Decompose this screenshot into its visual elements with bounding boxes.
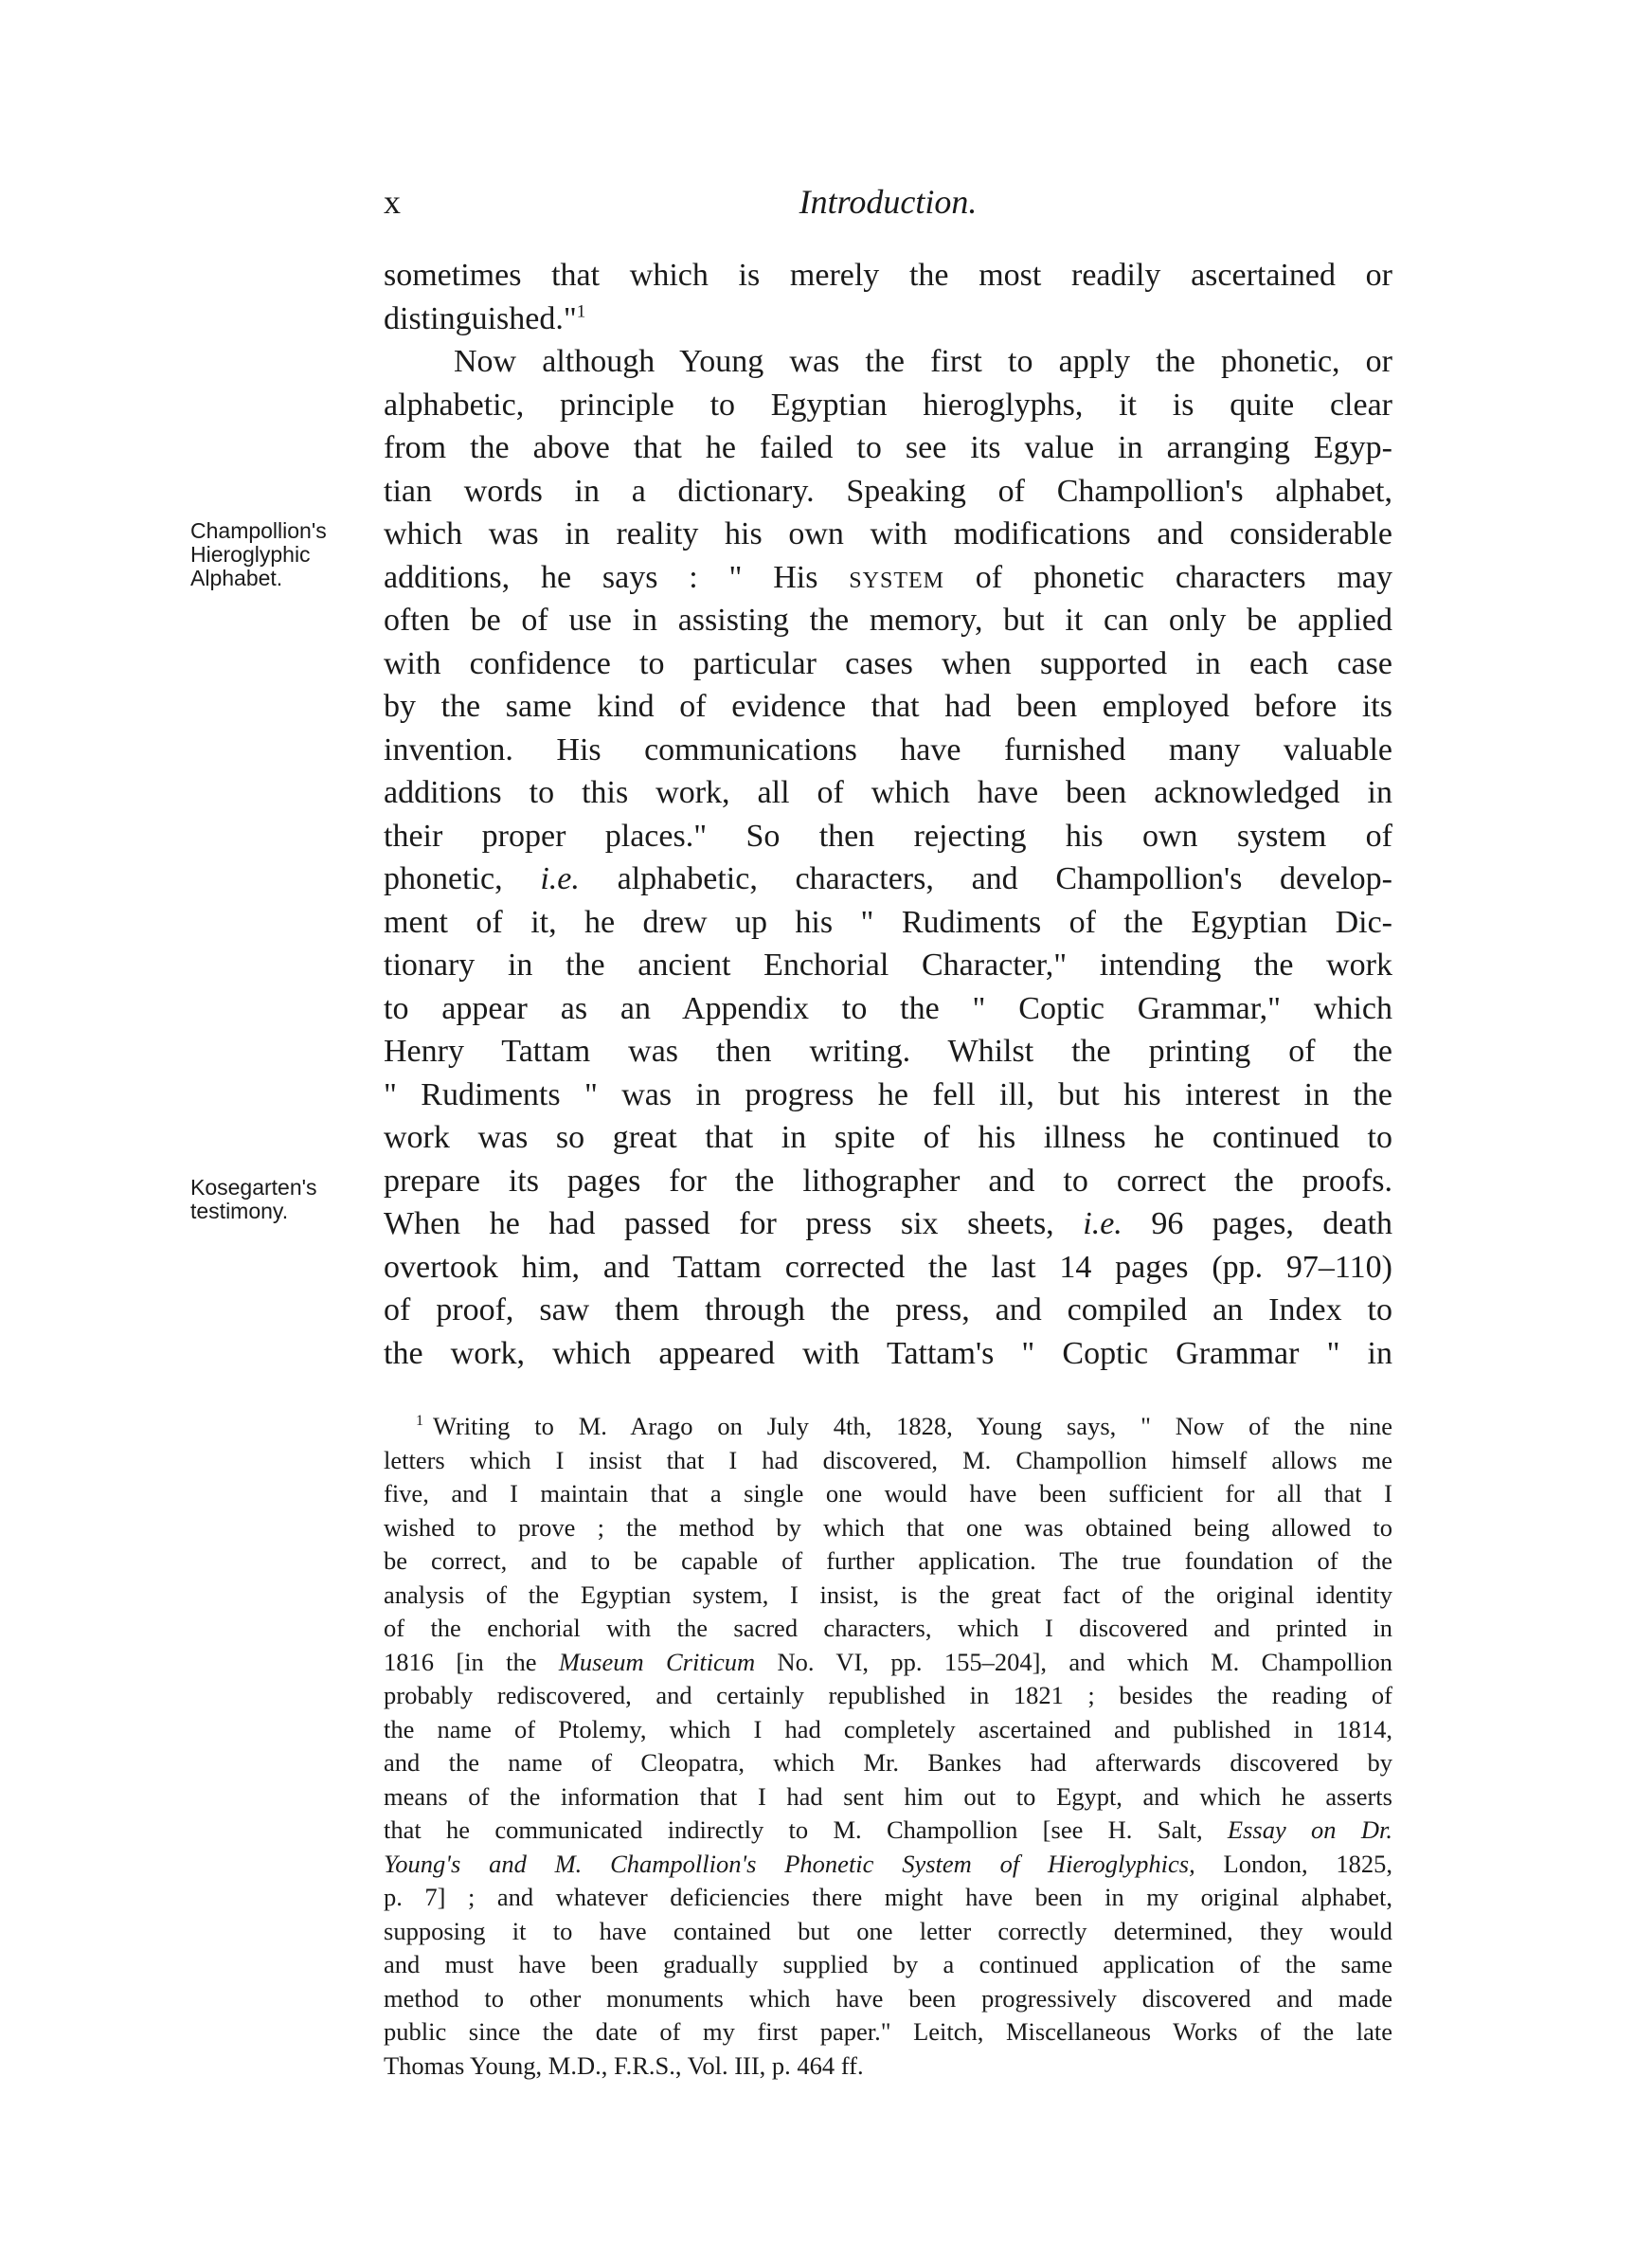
text-line	[384, 858, 1392, 901]
text-line: alphabetic, principle to Egyptian hieroglyphs, it is quite clear	[384, 387, 1392, 423]
italic-text: i.e.	[540, 861, 580, 896]
italic-text: Essay on Dr.	[1227, 1815, 1392, 1844]
running-title: Introduction.	[799, 183, 978, 221]
running-head	[384, 182, 1392, 229]
text-line: ment of it, he drew up his " Rudiments of the Egyptian Dic-	[384, 904, 1392, 940]
text-line: Henry Tattam was then writing. Whilst the printing of the	[384, 1034, 1392, 1069]
text-line	[384, 1202, 1392, 1246]
text-line: with confidence to particular cases when supported in each case	[384, 645, 1392, 681]
text-line: sometimes that which is merely the most readily ascertained or	[384, 258, 1392, 293]
italic-text: i.e.	[1083, 1206, 1122, 1241]
footnote-line	[384, 1646, 1392, 1680]
text-line: Now although Young was the first to apply the phonetic, or	[454, 344, 1392, 379]
footnote-reference: 1	[576, 301, 586, 322]
footnote-line: five, and I maintain that a single one would have been sufficient for all that I	[384, 1479, 1392, 1508]
small-caps-word: system	[849, 559, 944, 595]
text-line: their proper places." So then rejecting his own system of	[384, 818, 1392, 854]
margin-note-line: Hieroglyphic	[190, 542, 311, 567]
footnote-line: and the name of Cleopatra, which Mr. Bankes had afterwards discovered by	[384, 1748, 1392, 1777]
margin-note-kosegarten-testimony	[190, 1176, 380, 1223]
text-span: When he had passed for press six sheets,	[384, 1206, 1084, 1241]
footnote-line: means of the information that I had sent him out to Egypt, and which he asserts	[384, 1781, 1392, 1811]
text-line: overtook him, and Tattam corrected the last 14 pages (pp. 97–110)	[384, 1249, 1392, 1285]
footnote-line: Thomas Young, M.D., F.R.S., Vol. III, p. 464 ff.	[384, 2050, 864, 2080]
footnote-line: analysis of the Egyptian system, I insist, is the great fact of the original identity	[384, 1580, 1392, 1609]
margin-note-line: Alphabet.	[190, 566, 283, 590]
text-line: additions to this work, all of which have been acknowledged in	[384, 775, 1392, 810]
footnote	[384, 1410, 1392, 2083]
text-span: distinguished."	[384, 300, 577, 336]
footnote-line: be correct, and to be capable of further application. The true foundation of the	[384, 1546, 1392, 1575]
footnote-line: the name of Ptolemy, which I had completely ascertained and published in 1814,	[384, 1714, 1392, 1743]
text-line: work was so great that in spite of his illness he continued to	[384, 1120, 1392, 1155]
text-line: invention. His communications have furnished many valuable	[384, 731, 1392, 767]
text-span: additions, he says : " His	[384, 559, 850, 595]
text-span: of phonetic characters may	[943, 559, 1392, 595]
text-line: prepare its pages for the lithographer and to correct the proofs.	[384, 1163, 1392, 1199]
margin-note-champollion-alphabet	[190, 519, 380, 590]
main-text	[384, 254, 1392, 1375]
text-line: " Rudiments " was in progress he fell ill, but his interest in the	[384, 1076, 1392, 1112]
text-span: alphabetic, characters, and Champollion's develop-	[579, 861, 1393, 896]
text-span: phonetic,	[384, 861, 541, 896]
footnote-line	[384, 1848, 1392, 1882]
italic-text: Young's and M. Champollion's Phonetic System of Hieroglyphics,	[384, 1849, 1195, 1878]
footnote-line	[384, 1410, 1392, 1444]
footnote-line: supposing it to have contained but one letter correctly determined, they would	[384, 1916, 1392, 1945]
text-span: 1816 [in the	[384, 1647, 559, 1676]
text-span: No. VI, pp. 155–204], and which M. Champollion	[755, 1647, 1392, 1676]
footnote-line: of the enchorial with the sacred characters, which I discovered and printed in	[384, 1614, 1392, 1642]
text-line: tionary in the ancient Enchorial Character," intending the work	[384, 948, 1392, 983]
page-number: x	[384, 183, 401, 221]
text-line	[384, 298, 1392, 341]
text-line: tian words in a dictionary. Speaking of Champollion's alphabet,	[384, 473, 1392, 509]
text-span: 96 pages, death	[1122, 1206, 1393, 1241]
footnote-line: public since the date of my first paper." Leitch, Miscellaneous Works of the late	[384, 2017, 1392, 2046]
footnote-line: wished to prove ; the method by which that one was obtained being allowed to	[384, 1512, 1392, 1542]
text-line: from the above that he failed to see its value in arranging Egyp-	[384, 430, 1392, 465]
text-line	[384, 556, 1392, 600]
margin-note-line: testimony.	[190, 1199, 289, 1223]
margin-note-line: Champollion's	[190, 518, 327, 543]
text-line: by the same kind of evidence that had been employed before its	[384, 689, 1392, 724]
text-line: the work, which appeared with Tattam's " Coptic Grammar " in	[384, 1335, 1392, 1371]
footnote-line: probably rediscovered, and certainly republished in 1821 ; besides the reading of	[384, 1681, 1392, 1709]
text-span: Writing to M. Arago on July 4th, 1828, Young says, " Now of the nine	[433, 1412, 1392, 1440]
footnote-number: 1	[416, 1413, 423, 1430]
text-span: London, 1825,	[1194, 1849, 1392, 1878]
text-line: to appear as an Appendix to the " Coptic Grammar," which	[384, 990, 1392, 1026]
text-span: that he communicated indirectly to M. Champollion [see H. Salt,	[384, 1815, 1228, 1844]
footnote-line: method to other monuments which have been progressively discovered and made	[384, 1983, 1392, 2013]
footnote-line	[384, 1814, 1392, 1848]
footnote-line: letters which I insist that I had discovered, M. Champollion himself allows me	[384, 1445, 1392, 1474]
footnote-line: and must have been gradually supplied by a continued application of the same	[384, 1950, 1392, 1978]
footnote-line: p. 7] ; and whatever deficiencies there might have been in my original alphabet,	[384, 1883, 1392, 1911]
text-line: of proof, saw them through the press, and compiled an Index to	[384, 1292, 1392, 1327]
text-line: which was in reality his own with modifications and considerable	[384, 516, 1392, 551]
italic-text: Museum Criticum	[558, 1647, 756, 1676]
margin-note-line: Kosegarten's	[190, 1175, 317, 1200]
text-line: often be of use in assisting the memory, but it can only be applied	[384, 603, 1392, 638]
